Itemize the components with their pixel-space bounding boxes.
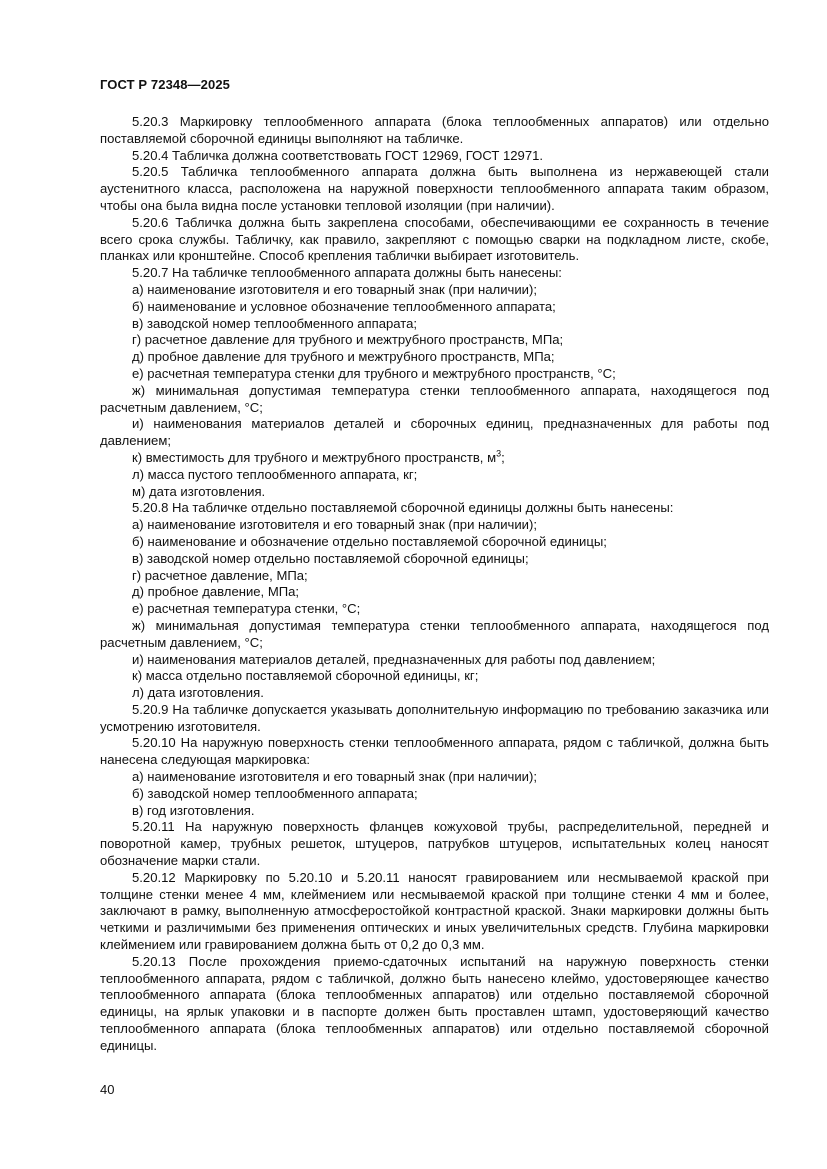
list-5-20-10 xyxy=(100,769,769,819)
paragraph-5-20-12: 5.20.12 Маркировку по 5.20.10 и 5.20.11 наносят гравированием или несмываемой краской при толщине стенки менее 4 мм, клеймением или несмываемой краской при толщине стенки 4 мм и более, заключают в рамку, выполненную атмосферостойкой контрастной краской. Знаки маркировки должны быть четкими и различимыми без применения оптических и иных увеличительных средств. Глубина маркировки клеймением или гравированием должна быть от 0,2 до 0,3 мм. xyxy=(100,869,769,953)
list-item xyxy=(100,450,769,467)
list-item: д) пробное давление для трубного и межтрубного пространств, МПа; xyxy=(132,349,555,365)
list-item: б) наименование и условное обозначение теплообменного аппарата; xyxy=(132,298,556,314)
paragraph-5-20-4: 5.20.4 Табличка должна соответствовать ГОСТ 12969, ГОСТ 12971. xyxy=(132,147,544,163)
list-item: е) расчетная температура стенки для трубного и межтрубного пространств, °С; xyxy=(132,365,616,381)
paragraph-5-20-9: 5.20.9 На табличке допускается указывать дополнительную информацию по требованию заказчика или усмотрению изготовителя. xyxy=(100,701,769,734)
superscript: 3 xyxy=(496,448,502,459)
list-item: д) пробное давление, МПа; xyxy=(132,584,300,600)
list-item: е) расчетная температура стенки, °С; xyxy=(132,601,361,617)
paragraph-5-20-6: 5.20.6 Табличка должна быть закреплена способами, обеспечивающими ее сохранность в течение всего срока службы. Табличку, как правило, закрепляют с помощью сварки на подкладном листе, скобе, планках или кронштейне. Способ крепления таблички выбирает изготовитель. xyxy=(100,214,769,264)
paragraph-5-20-7: 5.20.7 На табличке теплообменного аппарата должны быть нанесены: xyxy=(132,265,562,281)
page-number: 40 xyxy=(100,1082,115,1097)
paragraph-5-20-5: 5.20.5 Табличка теплообменного аппарата должна быть выполнена из нержавеющей стали аустенитного класса, расположена на наружной поверхности теплообменного аппарата таким образом, чтобы она была видна после установки тепловой изоляции (при наличии). xyxy=(100,164,769,213)
list-item: в) заводской номер отдельно поставляемой сборочной единицы; xyxy=(132,550,529,566)
paragraph-5-20-8: 5.20.8 На табличке отдельно поставляемой сборочной единицы должны быть нанесены: xyxy=(132,500,674,516)
list-item: г) расчетное давление для трубного и межтрубного пространств, МПа; xyxy=(132,332,564,348)
list-item: и) наименования материалов деталей и сборочных единиц, предназначенных для работы под давлением; xyxy=(100,416,769,449)
list-item: м) дата изготовления. xyxy=(132,483,266,499)
list-item: г) расчетное давление, МПа; xyxy=(132,567,308,583)
document-header: ГОСТ Р 72348—2025 xyxy=(100,77,230,92)
list-5-20-8 xyxy=(100,517,769,702)
paragraph-5-20-10: 5.20.10 На наружную поверхность стенки теплообменного аппарата, рядом с табличкой, должна быть нанесена следующая маркировка: xyxy=(100,735,769,768)
list-item: л) дата изготовления. xyxy=(132,685,264,701)
list-item: в) заводской номер теплообменного аппарата; xyxy=(132,315,418,331)
list-item: б) заводской номер теплообменного аппарата; xyxy=(132,785,418,801)
list-item: ж) минимальная допустимая температура стенки теплообменного аппарата, находящегося под расчетным давлением, °С; xyxy=(100,617,769,650)
list-item: ж) минимальная допустимая температура стенки теплообменного аппарата, находящегося под расчетным давлением, °С; xyxy=(100,382,769,415)
document-body xyxy=(100,114,769,1055)
list-5-20-7 xyxy=(100,282,769,500)
list-item: в) год изготовления. xyxy=(132,802,255,818)
paragraph-5-20-11: 5.20.11 На наружную поверхность фланцев кожуховой трубы, распределительной, передней и поворотной камер, трубных решеток, штуцеров, патрубков штуцеров, испытательных колец наносят обозначение марки стали. xyxy=(100,819,769,869)
list-item: к) масса отдельно поставляемой сборочной единицы, кг; xyxy=(132,668,479,684)
list-item-punctuation: ; xyxy=(501,449,505,465)
paragraph-5-20-3: 5.20.3 Маркировку теплообменного аппарата (блока теплообменных аппаратов) или отдельно поставляемой сборочной единицы выполняют на табличке. xyxy=(100,114,769,146)
list-item-text: к) вместимость для трубного и межтрубного пространств, м xyxy=(132,449,497,465)
list-item: л) масса пустого теплообменного аппарата, кг; xyxy=(132,466,418,482)
list-item: и) наименования материалов деталей, предназначенных для работы под давлением; xyxy=(132,651,656,667)
list-item: б) наименование и обозначение отдельно поставляемой сборочной единицы; xyxy=(132,533,607,549)
list-item: а) наименование изготовителя и его товарный знак (при наличии); xyxy=(132,517,537,533)
list-item: а) наименование изготовителя и его товарный знак (при наличии); xyxy=(132,281,537,297)
list-item: а) наименование изготовителя и его товарный знак (при наличии); xyxy=(132,769,537,785)
paragraph-5-20-13: 5.20.13 После прохождения приемо-сдаточных испытаний на наружную поверхность стенки теплообменного аппарата, рядом с табличкой, должно быть нанесено клеймо, удостоверяющее качество теплообменного аппарата (блока теплообменных аппаратов) или отдельно поставляемой сборочной единицы, на ярлык упаковки и в паспорте должен быть проставлен штамп, удостоверяющий качество теплообменного аппарата (блока теплообменных аппаратов) или отдельно поставляемой сборочной единицы. xyxy=(100,953,769,1053)
